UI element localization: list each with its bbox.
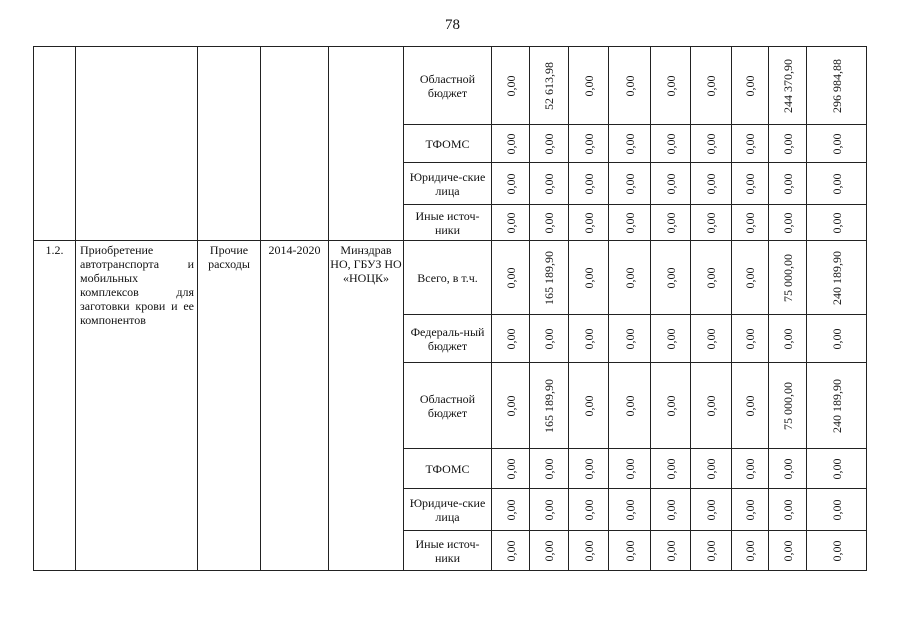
value-text: 0,00 (581, 499, 596, 520)
item-value-cell (651, 315, 691, 363)
value-text: 0,00 (829, 133, 844, 154)
value-text: 0,00 (622, 499, 637, 520)
value-text: 0,00 (743, 328, 757, 349)
prev-value-cell (769, 125, 807, 163)
prev-value-cell (492, 205, 530, 241)
item-value-cell (651, 241, 691, 315)
item-value-cell (651, 489, 691, 531)
item-value-cell (530, 241, 569, 315)
value-text: 0,00 (743, 458, 757, 479)
prev-source-cell: ТФОМС (404, 125, 492, 163)
item-source-cell: Юридиче-ские лица (404, 489, 492, 531)
value-text: 0,00 (503, 75, 518, 96)
item-value-cell (769, 315, 807, 363)
item-value-cell (609, 315, 651, 363)
empty-index-cell (34, 47, 76, 241)
empty-period-cell (261, 47, 329, 241)
value-text: 0,00 (663, 328, 678, 349)
value-text: 0,00 (743, 212, 757, 233)
value-text: 0,00 (542, 540, 556, 561)
item-value-cell (609, 363, 651, 449)
item-value-cell (691, 489, 732, 531)
item-source-cell: Областной бюджет (404, 363, 492, 449)
value-text: 0,00 (743, 499, 757, 520)
executor: Минздрав НО, ГБУЗ НО «НОЦК» (329, 241, 404, 571)
value-text: 0,00 (622, 328, 637, 349)
value-text: 0,00 (829, 328, 844, 349)
value-text: 0,00 (663, 395, 678, 416)
item-value-cell (609, 241, 651, 315)
value-text: 0,00 (829, 540, 844, 561)
value-text: 0,00 (780, 458, 795, 479)
value-text: 0,00 (743, 133, 757, 154)
expense-type: Прочие расходы (198, 241, 261, 571)
item-value-cell (807, 531, 867, 571)
value-text: 0,00 (663, 458, 678, 479)
value-text: 0,00 (663, 173, 678, 194)
value-text: 0,00 (503, 267, 518, 288)
prev-value-cell (609, 205, 651, 241)
table-row (34, 241, 867, 315)
prev-value-cell (807, 205, 867, 241)
value-text: 52 613,98 (542, 61, 556, 110)
item-value-cell (732, 531, 769, 571)
prev-value-cell (807, 47, 867, 125)
item-value-cell (769, 363, 807, 449)
value-text: 0,00 (622, 267, 637, 288)
value-text: 0,00 (581, 267, 596, 288)
prev-value-cell (769, 205, 807, 241)
prev-value-cell (609, 163, 651, 205)
table-row (34, 47, 867, 125)
item-value-cell (691, 531, 732, 571)
value-text: 0,00 (743, 395, 757, 416)
value-text: 296 984,88 (829, 58, 844, 113)
item-value-cell (569, 531, 609, 571)
item-value-cell (807, 241, 867, 315)
value-text: 0,00 (503, 133, 518, 154)
item-value-cell (807, 449, 867, 489)
item-value-cell (530, 489, 569, 531)
value-text: 75 000,00 (780, 253, 795, 302)
prev-value-cell (609, 125, 651, 163)
value-text: 0,00 (542, 173, 556, 194)
prev-source-cell: Областной бюджет (404, 47, 492, 125)
item-value-cell (807, 315, 867, 363)
value-text: 240 189,90 (829, 378, 844, 433)
item-value-cell (569, 241, 609, 315)
item-value-cell (569, 315, 609, 363)
value-text: 0,00 (503, 458, 518, 479)
prev-value-cell (492, 125, 530, 163)
value-text: 244 370,90 (780, 58, 795, 113)
prev-value-cell (807, 125, 867, 163)
value-text: 0,00 (663, 75, 678, 96)
value-text: 0,00 (503, 540, 518, 561)
value-text: 0,00 (704, 133, 718, 154)
value-text: 0,00 (503, 173, 518, 194)
value-text: 0,00 (581, 328, 596, 349)
value-text: 0,00 (581, 75, 596, 96)
item-value-cell (732, 363, 769, 449)
item-value-cell (569, 489, 609, 531)
value-text: 0,00 (581, 173, 596, 194)
value-text: 75 000,00 (780, 381, 795, 430)
item-value-cell (732, 449, 769, 489)
value-text: 0,00 (780, 133, 795, 154)
value-text: 0,00 (622, 75, 637, 96)
item-value-cell (492, 489, 530, 531)
item-value-cell (492, 241, 530, 315)
prev-value-cell (492, 163, 530, 205)
prev-value-cell (769, 163, 807, 205)
prev-value-cell (691, 163, 732, 205)
value-text: 0,00 (503, 328, 518, 349)
item-value-cell (691, 315, 732, 363)
value-text: 0,00 (704, 499, 718, 520)
item-source-cell: Федераль-ный бюджет (404, 315, 492, 363)
item-value-cell (609, 449, 651, 489)
prev-value-cell (691, 47, 732, 125)
value-text: 0,00 (663, 133, 678, 154)
item-value-cell (691, 449, 732, 489)
prev-value-cell (569, 205, 609, 241)
value-text: 0,00 (829, 458, 844, 479)
prev-value-cell (691, 205, 732, 241)
prev-source-cell: Иные источ-ники (404, 205, 492, 241)
item-value-cell (651, 531, 691, 571)
value-text: 0,00 (503, 212, 518, 233)
item-value-cell (691, 363, 732, 449)
prev-value-cell (530, 125, 569, 163)
prev-value-cell (569, 125, 609, 163)
item-value-cell (732, 315, 769, 363)
empty-executor-cell (329, 47, 404, 241)
prev-value-cell (732, 163, 769, 205)
value-text: 0,00 (780, 173, 795, 194)
value-text: 0,00 (581, 212, 596, 233)
item-value-cell (492, 531, 530, 571)
prev-value-cell (732, 47, 769, 125)
item-value-cell (530, 363, 569, 449)
item-value-cell (732, 241, 769, 315)
empty-expense-cell (198, 47, 261, 241)
value-text: 0,00 (704, 173, 718, 194)
value-text: 0,00 (581, 395, 596, 416)
value-text: 0,00 (704, 267, 718, 288)
prev-value-cell (651, 125, 691, 163)
value-text: 0,00 (704, 75, 718, 96)
item-value-cell (769, 489, 807, 531)
page-number: 78 (445, 17, 460, 33)
item-value-cell (609, 531, 651, 571)
period: 2014-2020 (261, 241, 329, 571)
value-text: 0,00 (829, 212, 844, 233)
item-value-cell (609, 489, 651, 531)
prev-value-cell (807, 163, 867, 205)
value-text: 0,00 (581, 458, 596, 479)
prev-value-cell (492, 47, 530, 125)
value-text: 0,00 (581, 540, 596, 561)
value-text: 0,00 (704, 328, 718, 349)
item-value-cell (530, 531, 569, 571)
item-source-cell: ТФОМС (404, 449, 492, 489)
value-text: 0,00 (622, 173, 637, 194)
item-value-cell (530, 315, 569, 363)
prev-value-cell (769, 47, 807, 125)
value-text: 165 189,90 (542, 250, 556, 305)
value-text: 0,00 (503, 499, 518, 520)
value-text: 0,00 (829, 173, 844, 194)
item-value-cell (530, 449, 569, 489)
item-value-cell (769, 241, 807, 315)
item-value-cell (492, 449, 530, 489)
prev-value-cell (569, 163, 609, 205)
value-text: 0,00 (743, 75, 757, 96)
prev-value-cell (651, 163, 691, 205)
value-text: 0,00 (663, 540, 678, 561)
item-value-cell (492, 363, 530, 449)
value-text: 0,00 (542, 328, 556, 349)
value-text: 0,00 (780, 328, 795, 349)
item-value-cell (769, 531, 807, 571)
prev-value-cell (530, 163, 569, 205)
prev-value-cell (651, 47, 691, 125)
item-value-cell (769, 449, 807, 489)
value-text: 0,00 (622, 133, 637, 154)
value-text: 0,00 (542, 499, 556, 520)
item-name: Приобретение автотранспорта и мобильных комплексов для заготовки крови и ее компонентов (76, 241, 198, 571)
item-source-cell: Всего, в т.ч. (404, 241, 492, 315)
budget-table (33, 46, 867, 571)
value-text: 0,00 (622, 212, 637, 233)
value-text: 0,00 (704, 458, 718, 479)
prev-value-cell (732, 205, 769, 241)
item-value-cell (651, 363, 691, 449)
item-source-cell: Иные источ-ники (404, 531, 492, 571)
prev-value-cell (569, 47, 609, 125)
item-value-cell (569, 449, 609, 489)
value-text: 0,00 (663, 212, 678, 233)
value-text: 0,00 (704, 395, 718, 416)
value-text: 0,00 (829, 499, 844, 520)
value-text: 0,00 (743, 173, 757, 194)
value-text: 0,00 (542, 133, 556, 154)
value-text: 0,00 (622, 458, 637, 479)
prev-source-cell: Юридиче-ские лица (404, 163, 492, 205)
prev-value-cell (530, 205, 569, 241)
prev-value-cell (530, 47, 569, 125)
value-text: 0,00 (542, 212, 556, 233)
value-text: 0,00 (663, 499, 678, 520)
item-index: 1.2. (34, 241, 76, 571)
value-text: 0,00 (503, 395, 518, 416)
item-value-cell (732, 489, 769, 531)
item-value-cell (691, 241, 732, 315)
prev-value-cell (732, 125, 769, 163)
value-text: 240 189,90 (829, 250, 844, 305)
prev-value-cell (651, 205, 691, 241)
item-value-cell (807, 363, 867, 449)
value-text: 0,00 (743, 540, 757, 561)
prev-value-cell (609, 47, 651, 125)
value-text: 0,00 (704, 540, 718, 561)
value-text: 0,00 (743, 267, 757, 288)
value-text: 0,00 (581, 133, 596, 154)
value-text: 0,00 (780, 540, 795, 561)
value-text: 0,00 (780, 212, 795, 233)
value-text: 0,00 (704, 212, 718, 233)
item-value-cell (492, 315, 530, 363)
value-text: 0,00 (542, 458, 556, 479)
prev-value-cell (691, 125, 732, 163)
value-text: 0,00 (622, 540, 637, 561)
value-text: 165 189,90 (542, 378, 556, 433)
value-text: 0,00 (663, 267, 678, 288)
item-value-cell (807, 489, 867, 531)
item-value-cell (569, 363, 609, 449)
item-value-cell (651, 449, 691, 489)
empty-name-cell (76, 47, 198, 241)
value-text: 0,00 (622, 395, 637, 416)
value-text: 0,00 (780, 499, 795, 520)
